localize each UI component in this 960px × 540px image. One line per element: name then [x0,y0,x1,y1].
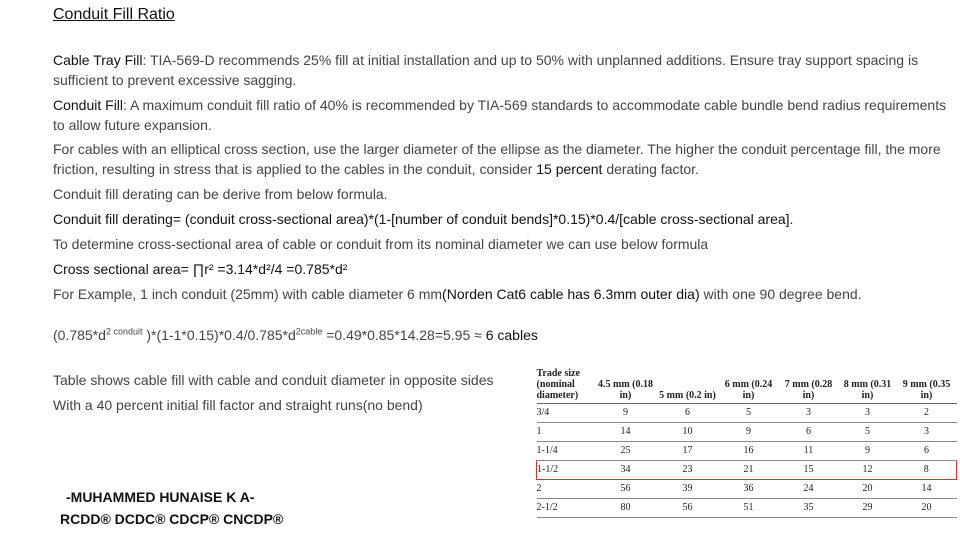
calc-part2: )*(1-1*0.15)*0.4/0.785*d [142,327,296,343]
table-cell: 34 [595,461,657,480]
example-text: For Example, 1 inch conduit (25mm) with cable diameter 6 mm [53,286,443,302]
table-cell: 56 [595,480,657,499]
conduit-fill-paragraph [53,95,953,135]
table-cell: 14 [595,423,657,442]
elliptical-paragraph [53,139,953,179]
derating-formula: Conduit fill derating= (conduit cross-sectional area)*(1-[number of conduit bends]*0.15)*0.4/[cable cross-sectional area]. [53,211,794,227]
header-4-5mm: 4.5 mm (0.18 in) [595,368,657,404]
header-5mm: 5 mm (0.2 in) [657,368,719,404]
calc-sup-cable: 2cable [295,326,323,337]
header-9mm: 9 mm (0.35 in) [897,368,957,404]
table-cell: 6 [657,404,719,423]
table-cell: 39 [657,480,719,499]
table-cell: 12 [839,461,897,480]
table-cell: 9 [719,423,779,442]
table-cell: 17 [657,442,719,461]
table-row [537,442,957,461]
table-cell: 9 [595,404,657,423]
table-cell: 3 [839,404,897,423]
table-cell: 6 [779,423,839,442]
table-cell: 51 [719,499,779,518]
table-cell: 20 [897,499,957,518]
derive-text: Conduit fill derating can be derive from below formula. [53,186,388,202]
conduit-fill-label: Conduit Fill [53,97,124,113]
table-cell: 15 [779,461,839,480]
table-row [537,480,957,499]
table-cell: 56 [657,499,719,518]
conduit-fill-text: : A maximum conduit fill ratio of 40% is recommended by TIA-569 standards to accommodate cable bundle bend radius requirements to allow future expansion. [53,97,947,133]
determine-text: To determine cross-sectional area of cable or conduit from its nominal diameter we can use below formula [53,236,709,252]
author-name: -MUHAMMED HUNAISE K A- [66,489,255,505]
table-row [537,499,957,518]
table-cell: 10 [657,423,719,442]
table-cell: 20 [839,480,897,499]
table-cell: 3/4 [537,404,595,423]
table-cell: 29 [839,499,897,518]
table-cell: 23 [657,461,719,480]
calc-result: 6 cables [485,327,538,343]
table-cell: 24 [779,480,839,499]
table-cell: 1-1/4 [537,442,595,461]
table-cell: 25 [595,442,657,461]
header-6mm: 6 mm (0.24 in) [719,368,779,404]
author-credentials: RCDD® DCDC® CDCP® CNCDP® [60,511,284,527]
table-cell: 36 [719,480,779,499]
author-signature [60,486,283,530]
cable-tray-paragraph [53,50,953,90]
table-cell: 5 [839,423,897,442]
table-cell: 21 [719,461,779,480]
cable-tray-text: : TIA-569-D recommends 25% fill at initial installation and up to 50% with unplanned additions. Ensure tray support spacing is sufficient to prevent excessive sagging. [53,52,919,88]
table-cell: 11 [779,442,839,461]
calculation-line [53,325,953,345]
calc-sup-conduit: 2 conduit [105,326,143,337]
table-cell: 2 [537,480,595,499]
table-cell: 80 [595,499,657,518]
table-note-line2: With a 40 percent initial fill factor and straight runs(no bend) [53,397,423,413]
example-emphasis: (Norden Cat6 cable has 6.3mm outer dia) [442,286,700,302]
table-cell: 6 [897,442,957,461]
header-trade-size: Trade size (nominal diameter) [537,368,595,404]
cable-fill-table [536,368,956,518]
table-header-row [537,368,957,404]
example-paragraph [53,284,953,304]
table-note-line1: Table shows cable fill with cable and conduit diameter in opposite sides [53,372,494,388]
table-cell: 35 [779,499,839,518]
table-row [537,404,957,423]
table-cell: 1 [537,423,595,442]
table-row [537,423,957,442]
table-cell: 5 [719,404,779,423]
table-cell: 8 [897,461,957,480]
page-title: Conduit Fill Ratio [53,6,175,23]
area-formula: Cross sectional area= ∏r² =3.14*d²/4 =0.785*d² [53,261,348,277]
table-cell: 3 [779,404,839,423]
table-cell: 14 [897,480,957,499]
header-8mm: 8 mm (0.31 in) [839,368,897,404]
table-cell: 16 [719,442,779,461]
table-cell: 3 [897,423,957,442]
elliptical-text-after: derating factor. [602,161,699,177]
header-7mm: 7 mm (0.28 in) [779,368,839,404]
table-cell: 9 [839,442,897,461]
table-note [53,368,493,418]
elliptical-emphasis: 15 percent [536,161,603,177]
example-text-after: with one 90 degree bend. [699,286,862,302]
calc-part1: (0.785*d [53,327,106,343]
elliptical-text: For cables with an elliptical cross section, use the larger diameter of the ellipse as the diameter. The higher the conduit percentage fill, the more friction, resulting in stress that is applied to the cables in the conduit, consider [53,141,941,177]
table-cell: 2 [897,404,957,423]
table-cell: 1-1/2 [537,461,595,480]
table-row-highlighted [537,461,957,480]
cable-tray-label: Cable Tray Fill [53,52,143,68]
calc-part3: =0.49*0.85*14.28=5.95 ≈ [322,327,486,343]
table-cell: 2-1/2 [537,499,595,518]
